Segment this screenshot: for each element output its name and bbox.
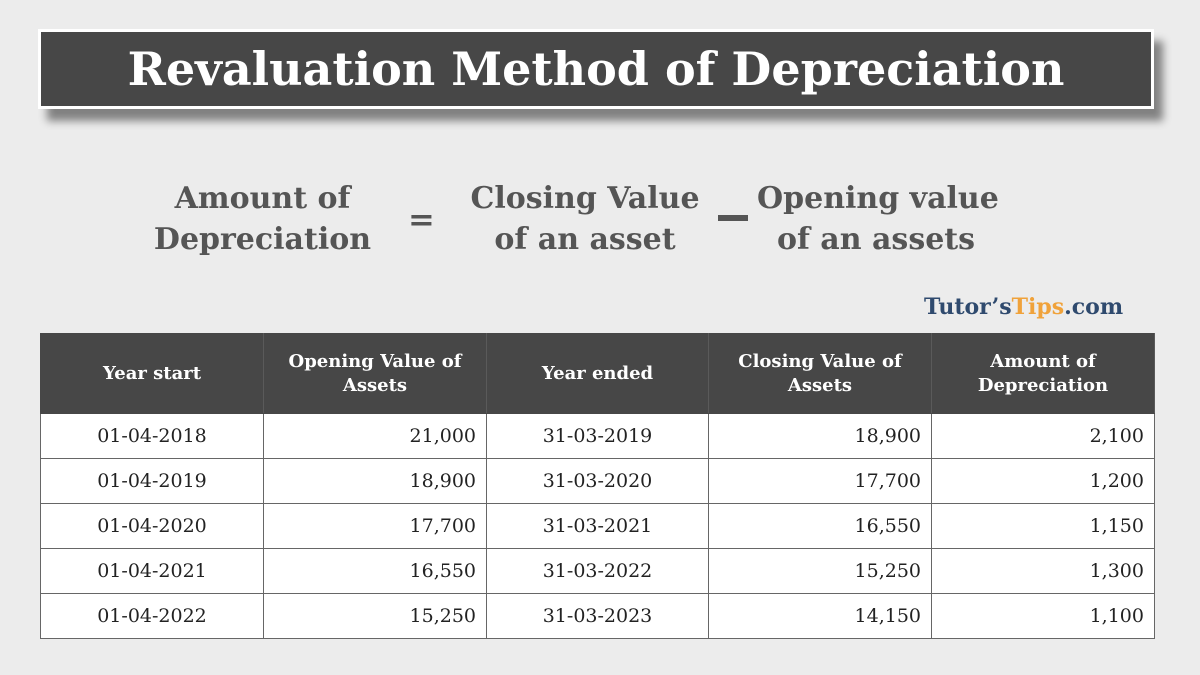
cell-closing-value: 17,700 <box>709 459 932 504</box>
cell-year-start: 01-04-2018 <box>41 414 264 459</box>
formula-term-line: Closing Value <box>470 181 700 216</box>
formula-term-line: of an assets <box>776 222 976 257</box>
cell-opening-value: 18,900 <box>264 459 487 504</box>
header-amount-of-depreciation: Amount of Depreciation <box>932 334 1155 414</box>
cell-year-start: 01-04-2021 <box>41 549 264 594</box>
brand-part: Tips <box>1011 294 1065 320</box>
formula-term-amount-of-depreciation <box>140 178 385 260</box>
cell-opening-value: 21,000 <box>264 414 487 459</box>
cell-year-start: 01-04-2019 <box>41 459 264 504</box>
cell-year-start: 01-04-2022 <box>41 594 264 639</box>
table-row <box>41 504 1155 549</box>
page-title: Revaluation Method of Depreciation <box>127 42 1065 96</box>
header-closing-value: Closing Value of Assets <box>709 334 932 414</box>
brand-part: Tutor’s <box>924 294 1012 320</box>
cell-opening-value: 16,550 <box>264 549 487 594</box>
cell-opening-value: 15,250 <box>264 594 487 639</box>
title-banner <box>38 29 1154 109</box>
cell-year-ended: 31-03-2020 <box>487 459 709 504</box>
cell-opening-value: 17,700 <box>264 504 487 549</box>
depreciation-table <box>40 333 1155 639</box>
formula-term-line: Amount of <box>174 181 351 216</box>
table-header-row <box>41 334 1155 414</box>
table-row <box>41 459 1155 504</box>
cell-depreciation: 1,150 <box>932 504 1155 549</box>
formula-term-closing-value <box>465 178 705 260</box>
table-row <box>41 594 1155 639</box>
brand-part: .com <box>1064 294 1124 320</box>
cell-year-start: 01-04-2020 <box>41 504 264 549</box>
cell-closing-value: 14,150 <box>709 594 932 639</box>
cell-closing-value: 18,900 <box>709 414 932 459</box>
cell-depreciation: 2,100 <box>932 414 1155 459</box>
formula-term-opening-value <box>757 178 999 260</box>
formula-term-line: Depreciation <box>153 222 372 257</box>
cell-year-ended: 31-03-2023 <box>487 594 709 639</box>
table-row <box>41 414 1155 459</box>
header-year-start: Year start <box>41 334 264 414</box>
minus-sign <box>718 215 748 221</box>
header-year-ended: Year ended <box>487 334 709 414</box>
cell-closing-value: 15,250 <box>709 549 932 594</box>
cell-year-ended: 31-03-2021 <box>487 504 709 549</box>
brand-logo <box>924 294 1123 320</box>
cell-depreciation: 1,300 <box>932 549 1155 594</box>
cell-year-ended: 31-03-2022 <box>487 549 709 594</box>
formula-term-line: Opening value <box>757 181 999 216</box>
depreciation-formula <box>0 178 1200 278</box>
formula-term-line: of an asset <box>494 222 676 257</box>
cell-closing-value: 16,550 <box>709 504 932 549</box>
cell-depreciation: 1,200 <box>932 459 1155 504</box>
equals-sign: = <box>408 200 435 238</box>
cell-year-ended: 31-03-2019 <box>487 414 709 459</box>
cell-depreciation: 1,100 <box>932 594 1155 639</box>
header-opening-value: Opening Value of Assets <box>264 334 487 414</box>
table-row <box>41 549 1155 594</box>
